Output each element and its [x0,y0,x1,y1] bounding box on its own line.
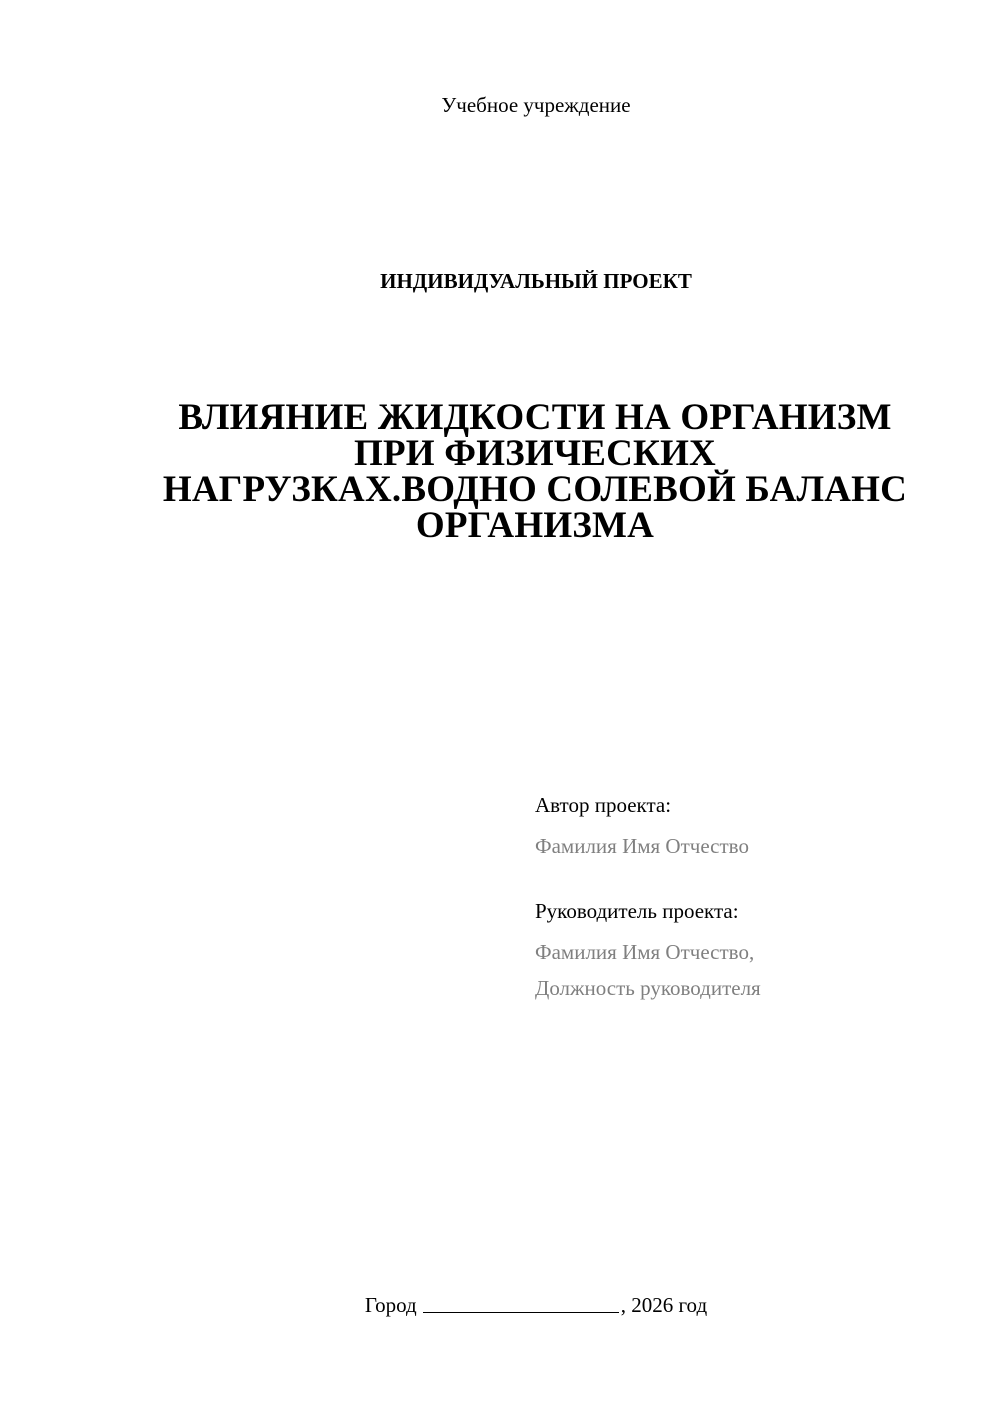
project-title [140,397,930,546]
supervisor-name: Фамилия Имя Отчество, [535,940,755,964]
supervisor-block [535,896,975,1006]
city-label: Город [364,1293,417,1317]
city-blank-line [423,1294,619,1313]
institution-name: Учебное учреждение [441,93,631,117]
document-type: ИНДИВИДУАЛЬНЫЙ ПРОЕКТ [380,269,692,293]
project-title-line: ПРИ ФИЗИЧЕСКИХ [354,433,716,474]
project-title-line: НАГРУЗКАХ.ВОДНО СОЛЕВОЙ БАЛАНС [162,469,908,510]
supervisor-position: Должность руководителя [535,976,761,1000]
city-year-line [0,1290,1000,1320]
author-block [535,790,975,864]
project-title-line: ОРГАНИЗМА [415,505,655,546]
supervisor-label: Руководитель проекта: [535,899,739,923]
year-text: , 2026 год [620,1293,708,1317]
project-title-line: ВЛИЯНИЕ ЖИДКОСТИ НА ОРГАНИЗМ [178,397,892,438]
author-name: Фамилия Имя Отчество [535,834,749,858]
author-label: Автор проекта: [535,793,672,817]
